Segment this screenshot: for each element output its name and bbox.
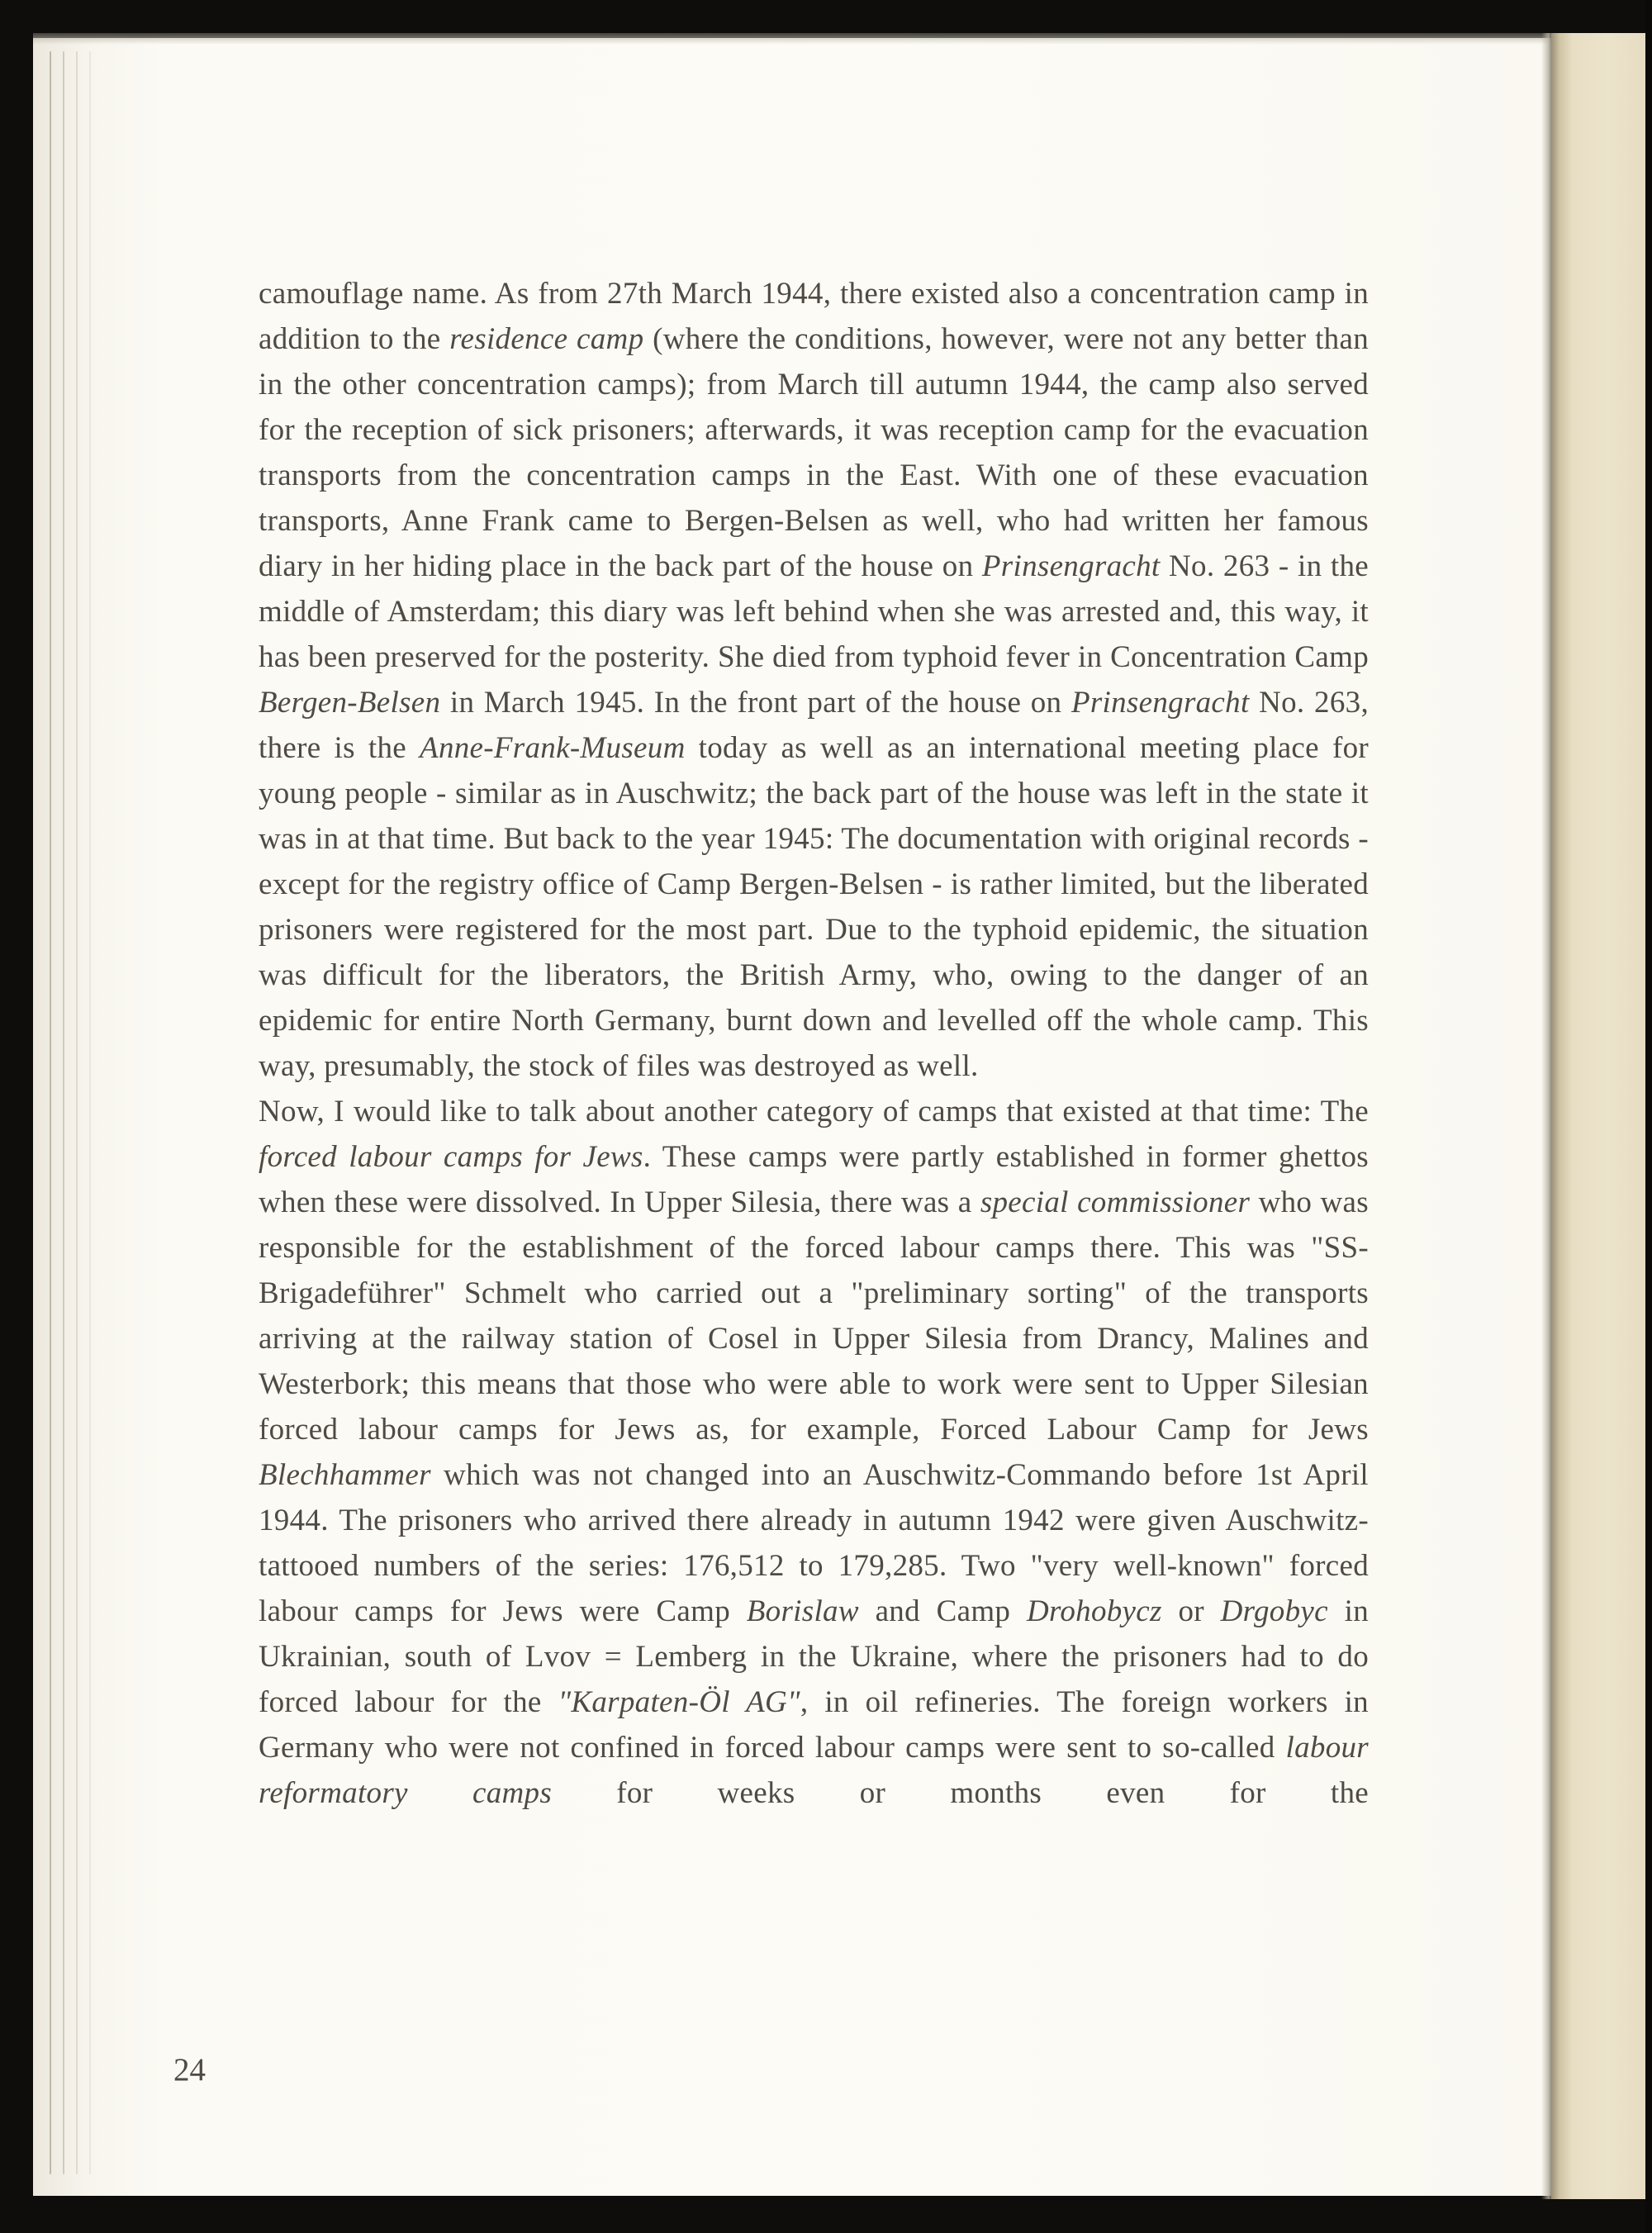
text-segment: for weeks or months even for the <box>552 1776 1370 1810</box>
italic-text-segment: Anne-Frank-Museum <box>420 731 686 765</box>
italic-text-segment: special commissioner <box>980 1185 1251 1219</box>
scan-right-edge <box>1645 0 1652 2233</box>
page-edge-line <box>89 51 91 2174</box>
body-text <box>259 271 1369 1816</box>
italic-text-segment: Drohobycz <box>1027 1594 1162 1628</box>
paragraph <box>259 271 1369 1089</box>
page-edge-line <box>63 51 64 2174</box>
page-top-edge <box>33 33 1551 45</box>
italic-text-segment: Drgobyc <box>1220 1594 1328 1628</box>
text-segment: in Ukrainian, south of Lvov = Lemberg in the Ukraine, where the prisoners had to do forced labour for the <box>259 1594 1369 1719</box>
page-gutter-seam <box>1541 33 1551 2199</box>
italic-text-segment: Borislaw <box>746 1594 859 1628</box>
page-edge-line <box>76 51 78 2174</box>
text-segment: in March 1945. In the front part of the house on <box>440 686 1071 720</box>
page-number: 24 <box>173 2052 206 2088</box>
text-segment: . These camps were partly established in former ghettos when these were dissolved. In Upper Silesia, there was a <box>259 1140 1369 1219</box>
italic-text-segment: Bergen-Belsen <box>259 686 441 720</box>
italic-text-segment: labour reformatory camps <box>259 1731 1369 1810</box>
text-segment: which was not changed into an Auschwitz-Commando before 1st April 1944. The prisoners who arrived there already in autumn 1942 were given Auschwitz-tattooed numbers of the series: 176,512 to 179,285. Two "very well-known" forced labour camps for Jews were Camp <box>259 1458 1369 1628</box>
text-segment: today as well as an international meeting place for young people - similar as in Auschwitz; the back part of the house was left in the state it was in at that time. But back to the year 1945: The documentation with original records - except for the registry office of Camp Bergen-Belsen - is rather limited, but the liberated prisoners were registered for the most part. Due to the typhoid epidemic, the situation was difficult for the liberators, the British Army, who, owing to the danger of an epidemic for entire North Germany, burnt down and levelled off the whole camp. This way, presumably, the stock of files was destroyed as well. <box>259 731 1369 1083</box>
text-segment: Now, I would like to talk about another category of camps that existed at that time: The <box>259 1095 1369 1128</box>
paragraph <box>259 1089 1369 1816</box>
italic-text-segment: Prinsengracht <box>981 549 1161 583</box>
text-segment: who was responsible for the establishment of the forced labour camps there. This was "SS-Brigadeführer" Schmelt who carried out a "preliminary sorting" of the transports arriving at the railway station of Cosel in Upper Silesia from Drancy, Malines and Westerbork; this means that those who were able to work were sent to Upper Silesian forced labour camps for Jews as, for example, Forced Labour Camp for Jews <box>259 1185 1369 1447</box>
text-segment: No. 263 - in the middle of Amsterdam; this diary was left behind when she was arrested and, this way, it has been preserved for the posterity. She died from typhoid fever in Concentration Camp <box>259 549 1369 674</box>
italic-text-segment: Prinsengracht <box>1070 686 1250 720</box>
text-segment: camouflage name. As from 27th March 1944, there existed also a concentration camp in addition to the <box>259 277 1369 356</box>
italic-text-segment: residence camp <box>449 322 644 356</box>
text-segment: and Camp <box>858 1594 1027 1628</box>
page-edge-line <box>50 51 51 2174</box>
text-segment: (where the conditions, however, were not any better than in the other concentration camps); from March till autumn 1944, the camp also served for the reception of sick prisoners; afterwards, it was reception camp for the evacuation transports from the concentration camps in the East. With one of these evacuation transports, Anne Frank came to Bergen-Belsen as well, who had written her famous diary in her hiding place in the back part of the house on <box>259 322 1370 583</box>
italic-text-segment: "Karpaten-Öl AG" <box>558 1685 800 1719</box>
text-segment: No. 263, there is the <box>259 686 1369 765</box>
adjacent-page-edge <box>1551 33 1645 2199</box>
italic-text-segment: Blechhammer <box>259 1458 431 1492</box>
text-segment: or <box>1161 1594 1221 1628</box>
italic-text-segment: forced labour camps for Jews <box>259 1140 643 1174</box>
text-segment: , in oil refineries. The foreign workers in Germany who were not confined in forced labour camps were sent to so-called <box>259 1685 1369 1765</box>
